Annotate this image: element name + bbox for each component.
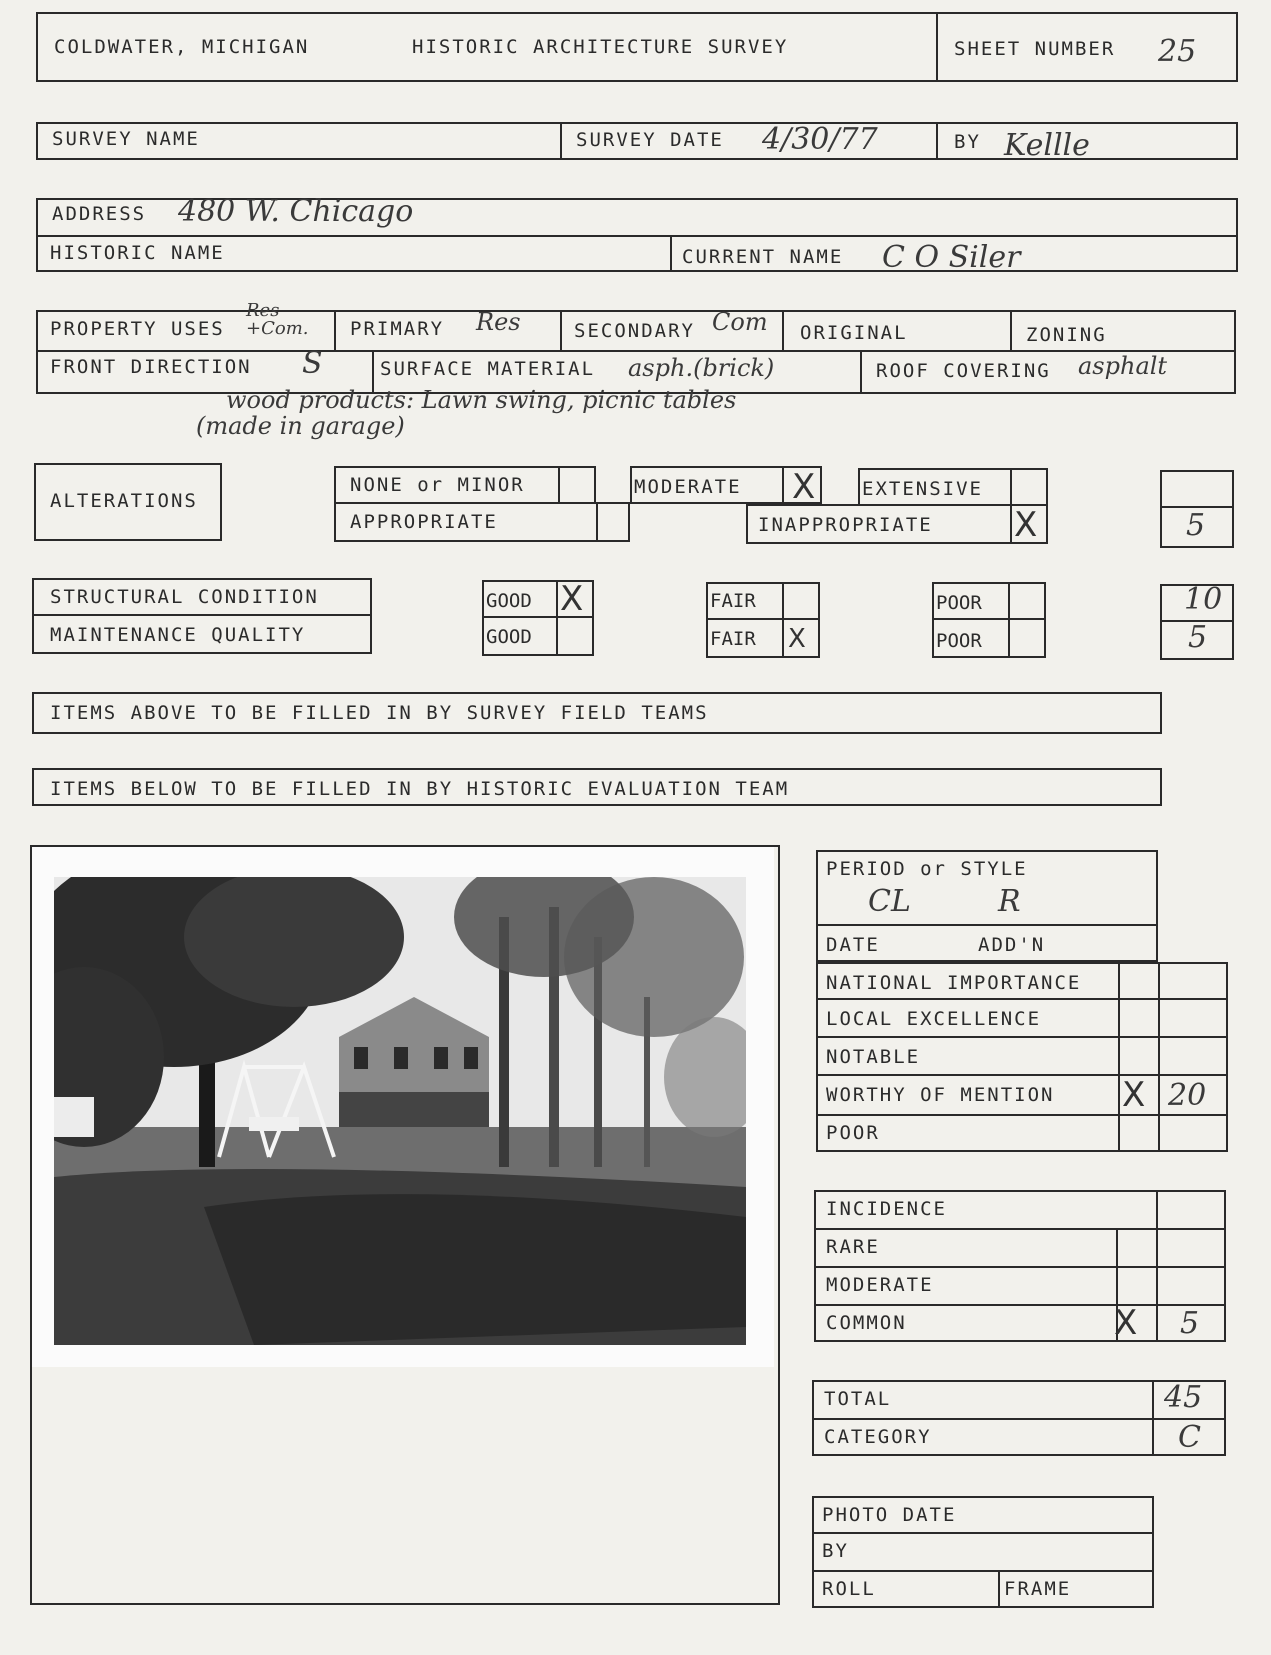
front-direction-value: S	[302, 346, 323, 381]
address-label: ADDRESS	[52, 203, 147, 225]
moderate-alt-check: X	[792, 467, 816, 507]
period-value-1: CL	[868, 884, 911, 919]
notes-line-2: (made in garage)	[196, 412, 405, 440]
maintenance-poor-label: POOR	[936, 630, 982, 652]
worthy-score: 20	[1168, 1078, 1207, 1113]
structural-score: 10	[1184, 582, 1223, 617]
property-uses-value: Res +Com.	[246, 300, 309, 339]
survey-by-label: BY	[954, 131, 981, 153]
notable-label: NOTABLE	[826, 1046, 921, 1068]
secondary-label: SECONDARY	[574, 320, 695, 342]
common-check: X	[1114, 1303, 1138, 1343]
inappropriate-check: X	[1014, 505, 1038, 545]
category-value: C	[1178, 1420, 1201, 1455]
original-label: ORIGINAL	[800, 322, 908, 344]
surface-material-label: SURFACE MATERIAL	[380, 358, 596, 380]
roll-label: ROLL	[822, 1578, 876, 1600]
common-label: COMMON	[826, 1312, 907, 1334]
city-label: COLDWATER, MICHIGAN	[54, 36, 310, 58]
evaluation-team-text: ITEMS BELOW TO BE FILLED IN BY HISTORIC EVALUATION TEAM	[50, 778, 790, 800]
address-value: 480 W. Chicago	[178, 194, 414, 229]
property-uses-label: PROPERTY USES	[50, 318, 225, 340]
maintenance-good-label: GOOD	[486, 626, 532, 648]
incidence-moderate-label: MODERATE	[826, 1274, 934, 1296]
front-direction-label: FRONT DIRECTION	[50, 356, 252, 378]
extensive-label: EXTENSIVE	[862, 478, 983, 500]
none-minor-label: NONE or MINOR	[350, 474, 525, 496]
frame-label: FRAME	[1004, 1578, 1072, 1600]
sheet-number-value: 25	[1158, 34, 1197, 69]
maintenance-fair-label: FAIR	[710, 628, 756, 650]
structural-fair-label: FAIR	[710, 590, 756, 612]
maintenance-score: 5	[1188, 620, 1208, 655]
photo-by-label: BY	[822, 1540, 849, 1562]
category-label: CATEGORY	[824, 1426, 932, 1448]
survey-date-value: 4/30/77	[762, 122, 878, 157]
survey-by-value: Kellle	[1004, 128, 1090, 163]
local-excellence-label: LOCAL EXCELLENCE	[826, 1008, 1042, 1030]
survey-title: HISTORIC ARCHITECTURE SURVEY	[412, 36, 789, 58]
date-label: DATE	[826, 934, 880, 956]
alterations-score: 5	[1186, 508, 1206, 543]
historic-name-label: HISTORIC NAME	[50, 242, 225, 264]
house-photo	[54, 877, 746, 1345]
sheet-number-label: SHEET NUMBER	[954, 38, 1116, 60]
structural-good-label: GOOD	[486, 590, 532, 612]
roof-covering-label: ROOF COVERING	[876, 360, 1051, 382]
incidence-label: INCIDENCE	[826, 1198, 947, 1220]
total-label: TOTAL	[824, 1388, 892, 1410]
notes-line-1: wood products: Lawn swing, picnic tables	[226, 386, 737, 414]
survey-name-label: SURVEY NAME	[52, 128, 200, 150]
surface-material-value: asph.(brick)	[628, 354, 775, 382]
rare-label: RARE	[826, 1236, 880, 1258]
maintenance-fair-check: X	[788, 624, 806, 654]
worthy-check: X	[1122, 1075, 1146, 1115]
period-style-label: PERIOD or STYLE	[826, 858, 1028, 880]
zoning-label: ZONING	[1026, 324, 1107, 346]
worthy-label: WORTHY OF MENTION	[826, 1084, 1055, 1106]
appropriate-label: APPROPRIATE	[350, 511, 498, 533]
inappropriate-label: INAPPROPRIATE	[758, 514, 933, 536]
addn-label: ADD'N	[978, 934, 1046, 956]
evaluation-poor-label: POOR	[826, 1122, 880, 1144]
national-importance-label: NATIONAL IMPORTANCE	[826, 972, 1082, 994]
alterations-label: ALTERATIONS	[50, 490, 198, 512]
structural-condition-label: STRUCTURAL CONDITION	[50, 586, 319, 608]
photo-date-label: PHOTO DATE	[822, 1504, 957, 1526]
structural-good-check: X	[560, 579, 584, 619]
secondary-value: Com	[712, 308, 768, 336]
photo-mount	[32, 847, 774, 1367]
primary-value: Res	[476, 308, 521, 336]
period-value-2: R	[998, 884, 1021, 919]
field-team-text: ITEMS ABOVE TO BE FILLED IN BY SURVEY FIELD TEAMS	[50, 702, 709, 724]
survey-date-label: SURVEY DATE	[576, 129, 724, 151]
roof-covering-value: asphalt	[1078, 352, 1168, 380]
maintenance-quality-label: MAINTENANCE QUALITY	[50, 624, 306, 646]
total-value: 45	[1164, 1380, 1203, 1415]
moderate-alt-label: MODERATE	[634, 476, 742, 498]
current-name-value: C O Siler	[882, 240, 1021, 275]
structural-poor-label: POOR	[936, 592, 982, 614]
primary-label: PRIMARY	[350, 318, 445, 340]
incidence-score: 5	[1180, 1306, 1200, 1341]
current-name-label: CURRENT NAME	[682, 246, 844, 268]
